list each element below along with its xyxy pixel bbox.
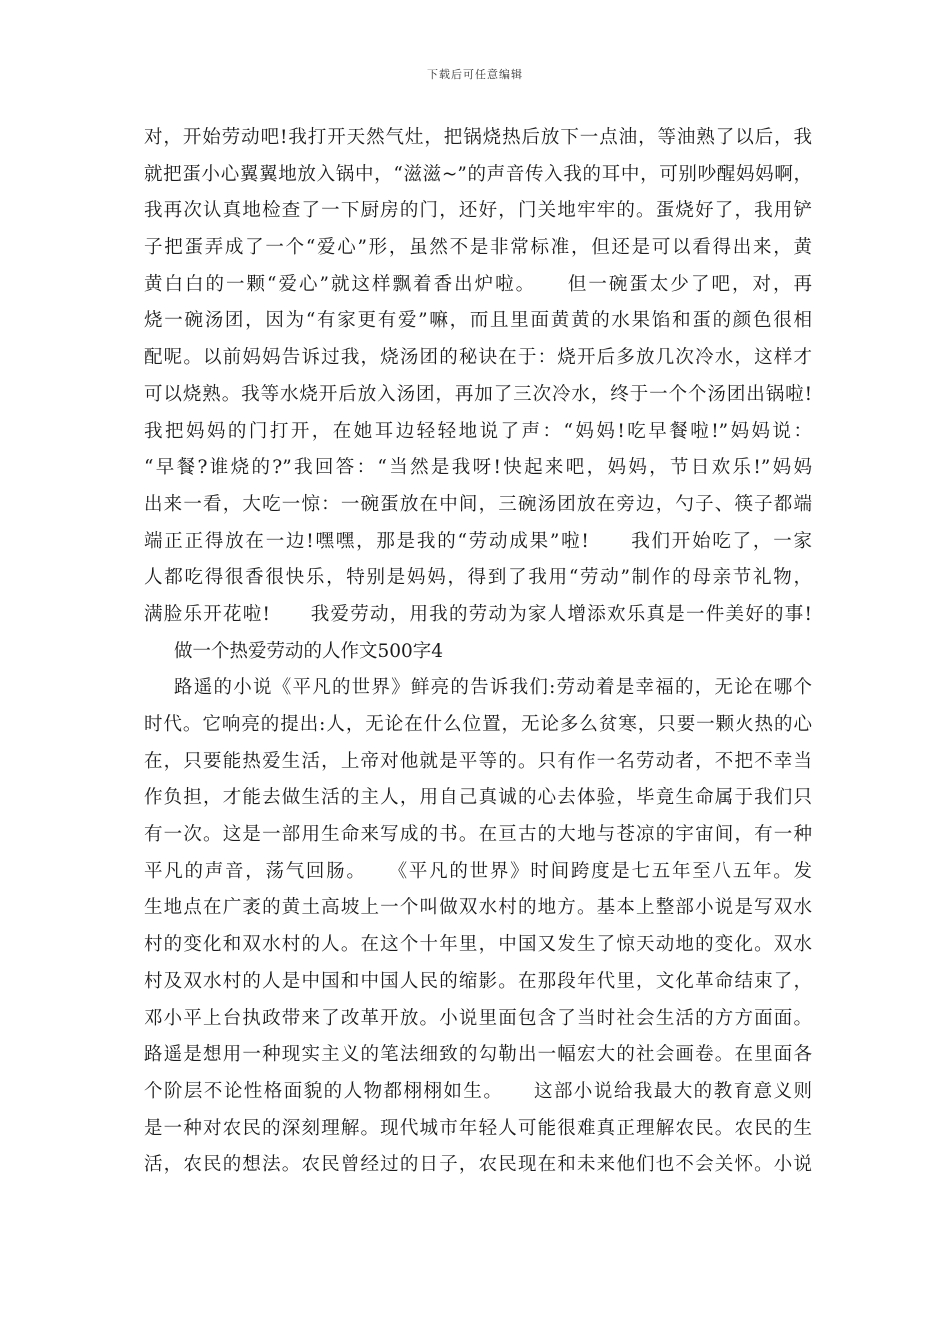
text-line: 平凡的声音，荡气回肠。 《平凡的世界》时间跨度是七五年至八五年。发 xyxy=(144,860,812,882)
text-line: 我把妈妈的门打开，在她耳边轻轻地说了声：“妈妈!吃早餐啦!”妈妈说： xyxy=(144,420,812,442)
text-line: 生地点在广袤的黄土高坡上一个叫做双水村的地方。基本上整部小说是写双水 xyxy=(144,897,812,919)
text-line: 邓小平上台执政带来了改革开放。小说里面包含了当时社会生活的方方面面。 xyxy=(144,1007,812,1029)
text-line: 时代。它响亮的提出:人，无论在什么位置，无论多么贫寒，只要一颗火热的心 xyxy=(144,714,812,735)
text-line: 黄白白的一颗“爱心”就这样飘着香出炉啦。 但一碗蛋太少了吧，对，再 xyxy=(144,273,812,295)
text-line: 烧一碗汤团，因为“有家更有爱”嘛，而且里面黄黄的水果馅和蛋的颜色很相 xyxy=(144,310,812,332)
text-line: 村的变化和双水村的人。在这个十年里，中国又发生了惊天动地的变化。双水 xyxy=(144,934,812,956)
text-line: 我再次认真地检查了一下厨房的门，还好，门关地牢牢的。蛋烧好了，我用铲 xyxy=(144,200,812,222)
page-header: 下载后可任意编辑 xyxy=(427,68,523,81)
text-line: 可以烧熟。我等水烧开后放入汤团，再加了三次冷水，终于一个个汤团出锅啦! xyxy=(144,383,812,405)
section-heading: 做一个热爱劳动的人作文500字4 xyxy=(174,640,444,662)
document-body xyxy=(144,120,812,1184)
text-line: 作负担，才能去做生活的主人，用自己真诚的心去体验，毕竟生命属于我们只 xyxy=(144,787,812,809)
text-line: 在，只要能热爱生活，上帝对他就是平等的。只有作一名劳动者，不把不幸当 xyxy=(144,750,812,772)
text-line: 路遥的小说《平凡的世界》鲜亮的告诉我们:劳动着是幸福的，无论在哪个 xyxy=(174,677,812,699)
text-line: 是一种对农民的深刻理解。现代城市年轻人可能很难真正理解农民。农民的生 xyxy=(144,1117,812,1139)
text-line: 村及双水村的人是中国和中国人民的缩影。在那段年代里，文化革命结束了， xyxy=(144,970,812,992)
text-line: 就把蛋小心翼翼地放入锅中，“滋滋~”的声音传入我的耳中，可别吵醒妈妈啊， xyxy=(144,163,812,185)
text-line: 出来一看，大吃一惊：一碗蛋放在中间，三碗汤团放在旁边，勺子、筷子都端 xyxy=(144,493,812,515)
text-line: 个阶层不论性格面貌的人物都栩栩如生。 这部小说给我最大的教育意义则 xyxy=(144,1080,812,1102)
text-line: 满脸乐开花啦! 我爱劳动，用我的劳动为家人增添欢乐真是一件美好的事! xyxy=(144,603,812,625)
text-line: “早餐?谁烧的?”我回答：“当然是我呀!快起来吧，妈妈，节日欢乐!”妈妈 xyxy=(144,457,812,479)
text-line: 有一次。这是一部用生命来写成的书。在亘古的大地与苍凉的宇宙间，有一种 xyxy=(144,824,812,846)
text-line: 对，开始劳动吧!我打开天然气灶，把锅烧热后放下一点油，等油熟了以后，我 xyxy=(144,127,812,148)
text-line: 端正正得放在一边!嘿嘿，那是我的“劳动成果”啦! 我们开始吃了，一家 xyxy=(144,530,812,552)
text-line: 人都吃得很香很快乐，特别是妈妈，得到了我用“劳动”制作的母亲节礼物， xyxy=(144,567,812,589)
text-line: 子把蛋弄成了一个“爱心”形，虽然不是非常标准，但还是可以看得出来，黄 xyxy=(144,237,812,259)
text-line: 活，农民的想法。农民曾经过的日子，农民现在和未来他们也不会关怀。小说 xyxy=(144,1154,812,1176)
text-line: 路遥是想用一种现实主义的笔法细致的勾勒出一幅宏大的社会画卷。在里面各 xyxy=(144,1044,812,1066)
text-line: 配呢。以前妈妈告诉过我，烧汤团的秘诀在于：烧开后多放几次冷水，这样才 xyxy=(144,347,812,369)
